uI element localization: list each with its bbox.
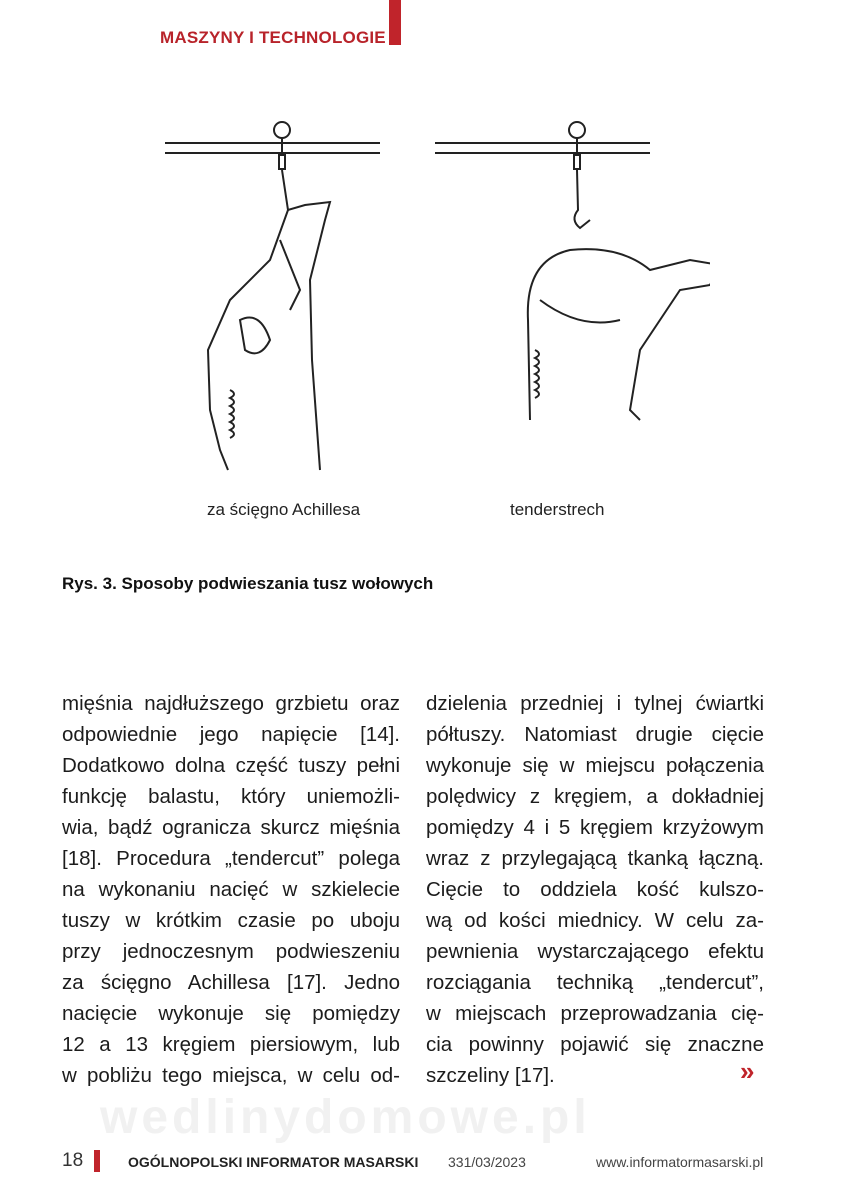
- watermark: wedlinydomowe.pl: [100, 1091, 591, 1144]
- text-line: odpowiednie jego napięcie [14].: [62, 723, 400, 746]
- text-line: przy jednoczesnym podwieszeniu: [62, 940, 400, 963]
- text-line: pewnienia wystarczającego efektu: [426, 940, 764, 963]
- text-line: pomiędzy 4 i 5 kręgiem krzyżowym: [426, 816, 764, 839]
- website-link[interactable]: www.informatormasarski.pl: [596, 1154, 764, 1170]
- tenderstretch-hanging-drawing: [435, 122, 710, 420]
- text-line: tuszy w krótkim czasie po uboju: [62, 909, 400, 932]
- text-line: cia powinny pojawić się znaczne: [426, 1033, 764, 1056]
- text-line: polędwicy z kręgiem, a dokładniej: [426, 785, 764, 808]
- text-line: Cięcie to oddziela kość kulszo-: [426, 878, 764, 901]
- text-line: półtuszy. Natomiast drugie cięcie: [426, 723, 764, 746]
- text-line: funkcję balastu, który uniemożli-: [62, 785, 400, 808]
- footer-accent-bar: [94, 1150, 100, 1172]
- text-line: dzielenia przedniej i tylnej ćwiartki: [426, 692, 764, 715]
- section-accent-bar: [389, 0, 401, 45]
- text-line: szczeliny [17].: [426, 1064, 555, 1087]
- issue-number: 331/03/2023: [448, 1154, 526, 1170]
- text-line: wykonuje się w miejscu połączenia: [426, 754, 764, 777]
- text-line: za ścięgno Achillesa [17]. Jedno: [62, 971, 400, 994]
- achilles-hanging-drawing: [165, 122, 380, 470]
- text-line: wraz z przylegającą tkanką łączną.: [426, 847, 764, 870]
- text-line: w pobliżu tego miejsca, w celu od-: [62, 1064, 400, 1087]
- figure-title: Rys. 3. Sposoby podwieszania tusz wołowych: [62, 574, 434, 593]
- page-number: 18: [62, 1150, 84, 1171]
- text-line: w miejscach przeprowadzania cię-: [426, 1002, 764, 1025]
- continue-arrow-icon: »: [740, 1056, 755, 1086]
- text-line: wą od kości miednicy. W celu za-: [426, 909, 764, 932]
- figure-caption-right: tenderstrech: [510, 500, 605, 519]
- figure-caption-left: za ścięgno Achillesa: [207, 500, 361, 519]
- magazine-name: OGÓLNOPOLSKI INFORMATOR MASARSKI: [128, 1154, 419, 1170]
- text-column-right: [426, 688, 764, 1091]
- text-line: mięśnia najdłuższego grzbietu oraz: [62, 692, 400, 715]
- text-line: Dodatkowo dolna część tuszy pełni: [62, 754, 400, 777]
- text-line: wia, bądź ogranicza skurcz mięśnia: [62, 816, 400, 839]
- text-line: na wykonaniu nacięć w szkielecie: [62, 878, 400, 901]
- hanging-carcass-illustration: [150, 110, 710, 490]
- text-line: [18]. Procedura „tendercut” polega: [62, 847, 400, 870]
- text-column-left: [62, 688, 400, 1091]
- text-line: nacięcie wykonuje się pomiędzy: [62, 1002, 400, 1025]
- section-title: MASZYNY I TECHNOLOGIE: [160, 28, 386, 47]
- text-line: 12 a 13 kręgiem piersiowym, lub: [62, 1033, 400, 1056]
- text-line: rozciągania techniką „tendercut”,: [426, 971, 764, 994]
